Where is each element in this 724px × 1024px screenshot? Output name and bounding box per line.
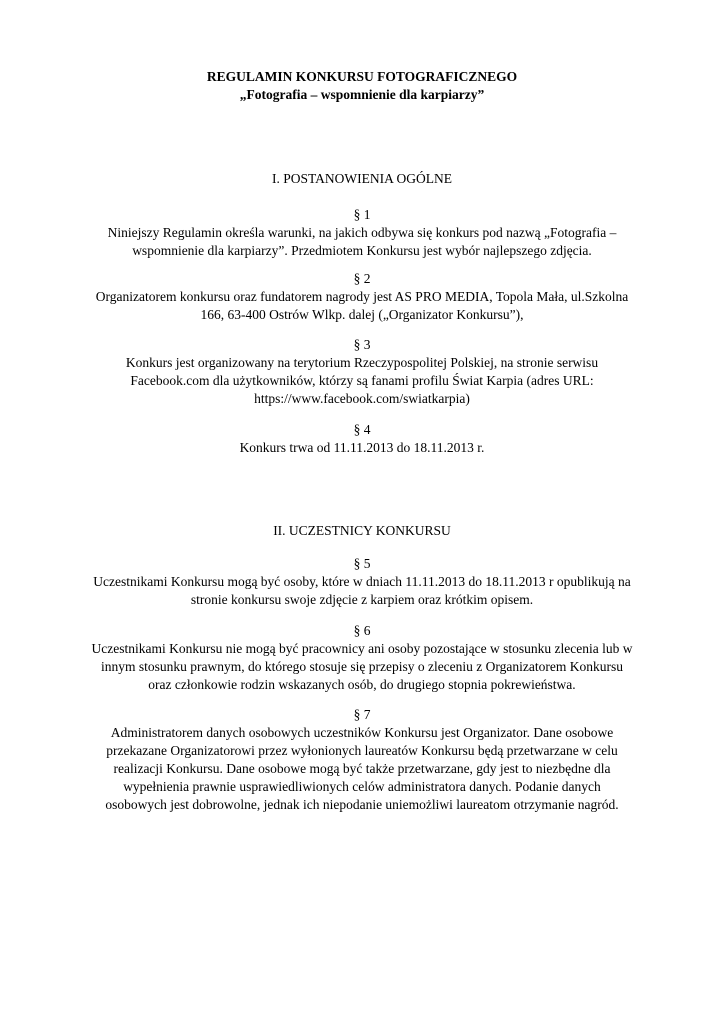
title-line-1: REGULAMIN KONKURSU FOTOGRAFICZNEGO [206,69,518,84]
paragraph-number: § 6 [353,623,371,638]
paragraph-text: Konkurs jest organizowany na terytorium Rzeczypospolitej Polskiej, na stronie serwisu Facebook.com dla użytkowników, którzy są fanami profilu Świat Karpia (adres URL: https://www.facebook.com/swiatkarpia) [125,355,599,406]
section-heading-participants: II. UCZESTNICY KONKURSU [273,523,451,538]
paragraph-text: Konkurs trwa od 11.11.2013 do 18.11.2013 r. [239,440,485,455]
paragraph-7 [62,706,662,814]
paragraph-1 [62,206,662,260]
paragraph-2 [62,270,662,324]
paragraph-number: § 3 [353,337,371,352]
paragraph-number: § 7 [353,707,371,722]
title-line-2: „Fotografia – wspomnienie dla karpiarzy” [239,87,485,102]
paragraph-5 [62,555,662,609]
paragraph-6 [62,622,662,694]
paragraph-number: § 5 [353,556,371,571]
paragraph-number: § 1 [353,207,371,222]
paragraph-number: § 2 [353,271,371,286]
paragraph-text: Uczestnikami Konkursu nie mogą być pracownicy ani osoby pozostające w stosunku zlecenia lub w innym stosunku prawnym, do którego stosuje się przepisy o zleceniu z Organizatorem Konkursu oraz członkowie rodzin wskazanych osób, do drugiego stopnia pokrewieństwa. [91,641,633,692]
paragraph-text: Administratorem danych osobowych uczestników Konkursu jest Organizator. Dane osobowe przekazane Organizatorowi przez wyłonionych laureatów Konkursu będą przetwarzane w celu realizacji Konkursu. Dane osobowe mogą być także przetwarzane, gdy jest to niezbędne dla wypełnienia prawnie usprawiedliwionych celów administratora danych. Podanie danych osobowych jest dobrowolne, jednak ich niepodanie uniemożliwi laureatom otrzymanie nagród. [105,725,619,812]
paragraph-text: Niniejszy Regulamin określa warunki, na jakich odbywa się konkurs pod nazwą „Fotografia – wspomnienie dla karpiarzy”. Przedmiotem Konkursu jest wybór najlepszego zdjęcia. [107,225,617,258]
section-heading-general: I. POSTANOWIENIA OGÓLNE [271,171,453,186]
paragraph-4 [62,421,662,457]
paragraph-text: Organizatorem konkursu oraz fundatorem nagrody jest AS PRO MEDIA, Topola Mała, ul.Szkolna 166, 63-400 Ostrów Wlkp. dalej („Organizator Konkursu”), [95,289,629,322]
paragraph-number: § 4 [353,422,371,437]
document-title [0,68,724,104]
paragraph-text: Uczestnikami Konkursu mogą być osoby, które w dniach 11.11.2013 do 18.11.2013 r opublikują na stronie konkursu swoje zdjęcie z karpiem oraz krótkim opisem. [93,574,631,607]
paragraph-3 [62,336,662,408]
